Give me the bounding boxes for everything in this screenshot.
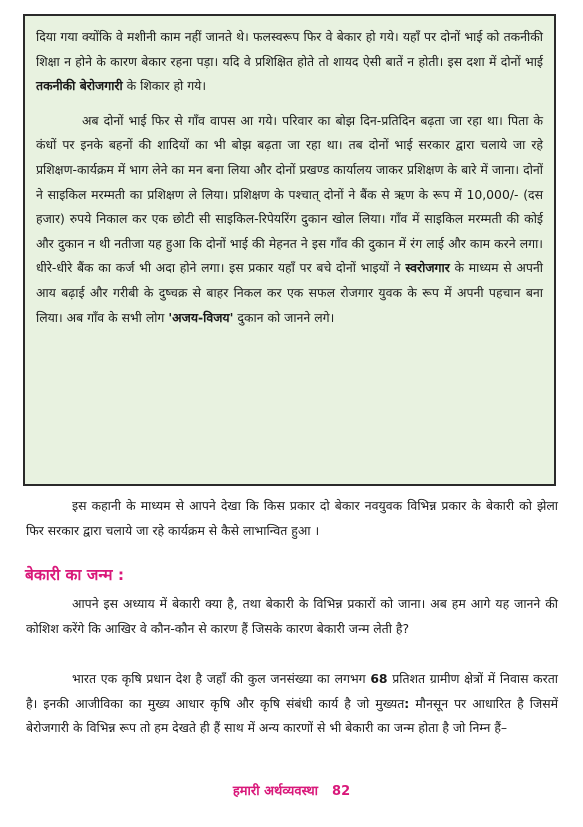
- story-text: अब दोनों भाई फिर से गाँव वापस आ गये। परिवार का बोझ दिन-प्रतिदिन बढ़ता जा रहा था। पिता के कंधों पर इनके बहनों की शादियों का भी बोझ बढ़ता जा रहा था। तब दोनों भाई सरकार द्वारा चलाये जा रहे प्रशिक्षण-कार्यक्रम में भाग लेने का मन बना लिया और दोनों प्रखण्ड कार्यालय जाकर प्रशिक्षण के बारे में जाना। दोनों ने साइकिल मरम्मती का प्रशिक्षण ले लिया। प्रशिक्षण के पश्चात् दोनों ने बैंक से ऋण के रूप में 10,000/- (दस हजार) रुपये निकाल कर एक छोटी सी साइकिल-रिपेयरिंग दुकान खोल लिया। गाँव में साइकिल मरम्मती की कोई और दुकान न थी नतीजा यह हुआ कि दोनों भाई की मेहनत ने इस गाँव की दुकान में रंग लाई और काम करने लगा। धीरे-धीरे बैंक का कर्ज भी अदा होने लगा। इस प्रकार यहाँ पर बचे दोनों भाइयों ने: [36, 112, 543, 276]
- body-text: भारत एक कृषि प्रधान देश है जहाँ की कुल जनसंख्या का लगभग: [72, 671, 371, 686]
- self-employment-term: स्वरोजगार: [405, 260, 450, 276]
- body-text: मौनसून पर आधारित है जिसमें बेरोजगारी के विभिन्न रूप तो हम देखते ही हैं साथ में अन्य कारणों से भी बेकारी का जन्म होता है जो निम्न हैं–: [26, 695, 558, 736]
- story-summary-paragraph: इस कहानी के माध्यम से आपने देखा कि किस प्रकार दो बेकार नवयुवक विभिन्न प्रकार के बेकारी को झेला फिर सरकार द्वारा चलाये जा रहे कार्यक्रम से कैसे लाभान्वित हुआ ।: [26, 498, 558, 538]
- story-box: [23, 14, 556, 486]
- rural-percentage: 68: [370, 671, 388, 686]
- section-paragraph-1: आपने इस अध्याय में बेकारी क्या है, तथा बेकारी के विभिन्न प्रकारों को जाना। अब हम आगे यह जानने की कोशिश करेंगे कि आखिर वे कौन-कौन से कारण हैं जिसके कारण बेकारी जन्म लेती है?: [26, 596, 558, 636]
- book-title: हमारी अर्थव्यवस्था: [232, 784, 319, 799]
- shop-name: 'अजय-विजय': [168, 309, 234, 325]
- story-text: दुकान को जानने लगे।: [233, 309, 335, 325]
- page-number: 82: [332, 784, 351, 799]
- colon-mark: :: [404, 695, 410, 711]
- story-text: दिया गया क्योंकि वे मशीनी काम नहीं जानते थे। फलस्वरूप फिर वे बेकार हो गये। यहाँ पर दोनों भाई को तकनीकी शिक्षा न होने के कारण बेकार रहना पड़ा। यदि वे प्रशिक्षित होते तो शायद ऐसी बातें न होती। इस दशा में दोनों भाई: [36, 29, 543, 69]
- body-text: प्रतिशत ग्रामीण क्षेत्रों में निवास करता है। इनकी आजीविका का मुख्य आधार कृषि और कृषि संबंधी कार्य है जो मुख्यत: [26, 671, 558, 711]
- story-text: के शिकार हो गये।: [122, 78, 207, 94]
- section-heading: बेकारी का जन्म :: [25, 566, 125, 584]
- story-text: के माध्यम से अपनी आय बढ़ाई और गरीबी के दुष्चक्र से बाहर निकल कर एक सफल रोजगार युवक के रूप में अपनी पहचान बना लिया। अब गाँव के सभी लोग: [36, 260, 543, 325]
- story-paragraph-1: [36, 25, 543, 99]
- story-paragraph-2: [36, 109, 543, 330]
- section-paragraph-2: [26, 667, 558, 741]
- technical-unemployment-term: तकनीकी बेरोजगारी: [36, 78, 123, 94]
- page-footer: [0, 782, 583, 802]
